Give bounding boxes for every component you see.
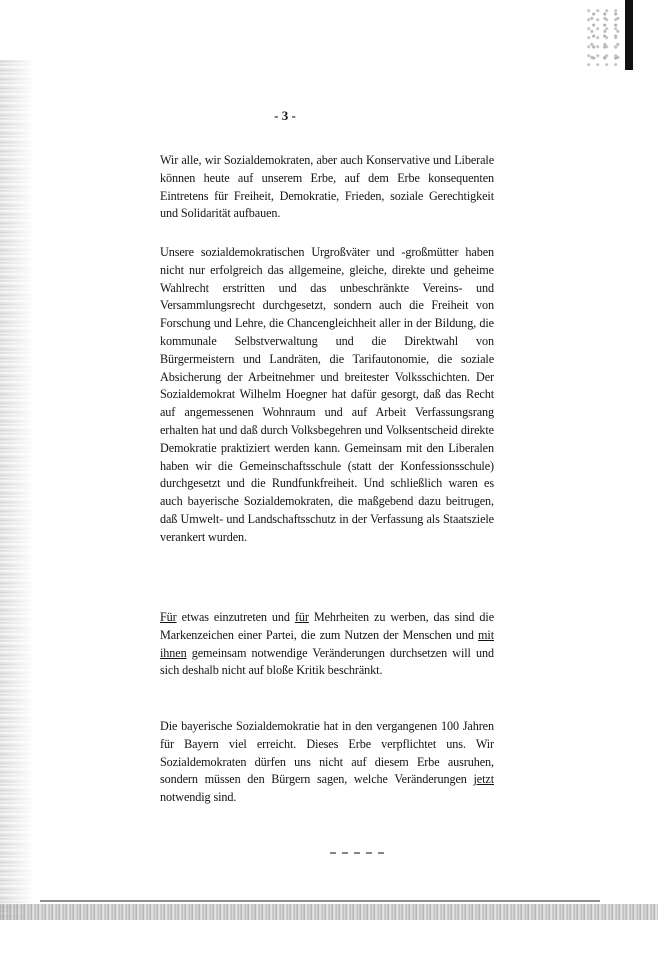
text-run: notwendig sind. xyxy=(160,790,237,805)
paragraph-4 xyxy=(160,718,494,807)
paragraph-1 xyxy=(160,152,494,223)
scan-dash-mark xyxy=(330,852,390,854)
underlined-word: mit ihnen xyxy=(160,627,494,660)
page-number: - 3 - xyxy=(274,108,296,123)
scan-noise xyxy=(586,8,620,66)
paragraph-2 xyxy=(160,244,494,547)
text-run: gemeinsam notwendige Veränderungen durchsetzen will und sich deshalb nicht auf bloße Kritik beschränkt. xyxy=(160,645,494,678)
paragraph-text xyxy=(160,609,494,680)
paragraph-text: Wir alle, wir Sozialdemokraten, aber auch Konservative und Liberale können heute auf unserem Erbe, auf dem Erbe konsequenten Eintretens für Freiheit, Demokratie, Frieden, soziale Gerechtigkeit und Solidarität aufbauen. xyxy=(160,153,494,221)
underlined-word: für xyxy=(294,610,309,624)
underlined-word: jetzt xyxy=(473,772,494,787)
text-run: etwas einzutreten und xyxy=(176,610,295,624)
paragraph-3 xyxy=(160,609,494,680)
paragraph-text xyxy=(160,718,494,807)
scan-edge-shadow-bottom xyxy=(0,904,658,920)
underlined-word: Für xyxy=(160,610,177,624)
text-run: Mehrheiten zu werben, das sind die Markenzeichen einer Partei, die zum Nutzen der Menschen und xyxy=(160,610,494,642)
scan-edge-shadow-left xyxy=(0,60,34,920)
text-run: Die bayerische Sozialdemokratie hat in den vergangenen 100 Jahren für Bayern viel erreicht. Dieses Erbe verpflichtet uns. Wir Sozialdemokraten dürfen uns nicht auf diesem Erbe ausruhen, sondern müssen den Bürgern sagen, welche Veränderungen xyxy=(160,719,494,787)
scan-edge-line-bottom xyxy=(40,900,600,902)
scan-edge-mark-right xyxy=(625,0,633,70)
paragraph-text: Unsere sozialdemokratischen Urgroßväter und -großmütter haben nicht nur erfolgreich das allgemeine, gleiche, direkte und geheime Wahlrecht erstritten und das unbeschränkte Vereins- und Versammlungsrecht durchgesetzt, sondern auch die Freiheit von Forschung und Lehre, die Chancengleichheit aller in der Bildung, die kommunale Selbstverwaltung und die Direktwahl von Bürgermeistern und Landräten, die Tarifautonomie, die soziale Absicherung der Arbeitnehmer und breitester Volksschichten. Der Sozialdemokrat Wilhelm Hoegner hat dafür gesorgt, daß das Recht auf angemessenen Wohnraum und auf Arbeit Verfassungsrang erhalten hat und daß durch Volksbegehren und Volksentscheid direkte Demokratie praktiziert werden kann. Gemeinsam mit den Liberalen haben wir die Gemeinschaftsschule (statt der Konfessionsschule) durchgesetzt und die Rundfunkfreiheit. Und schließlich waren es auch bayerische Sozialdemokraten, die maßgebend dazu beitrugen, daß Umwelt- und Landschaftsschutz in der Verfassung als Staatsziele verankert wurden. xyxy=(160,245,494,544)
